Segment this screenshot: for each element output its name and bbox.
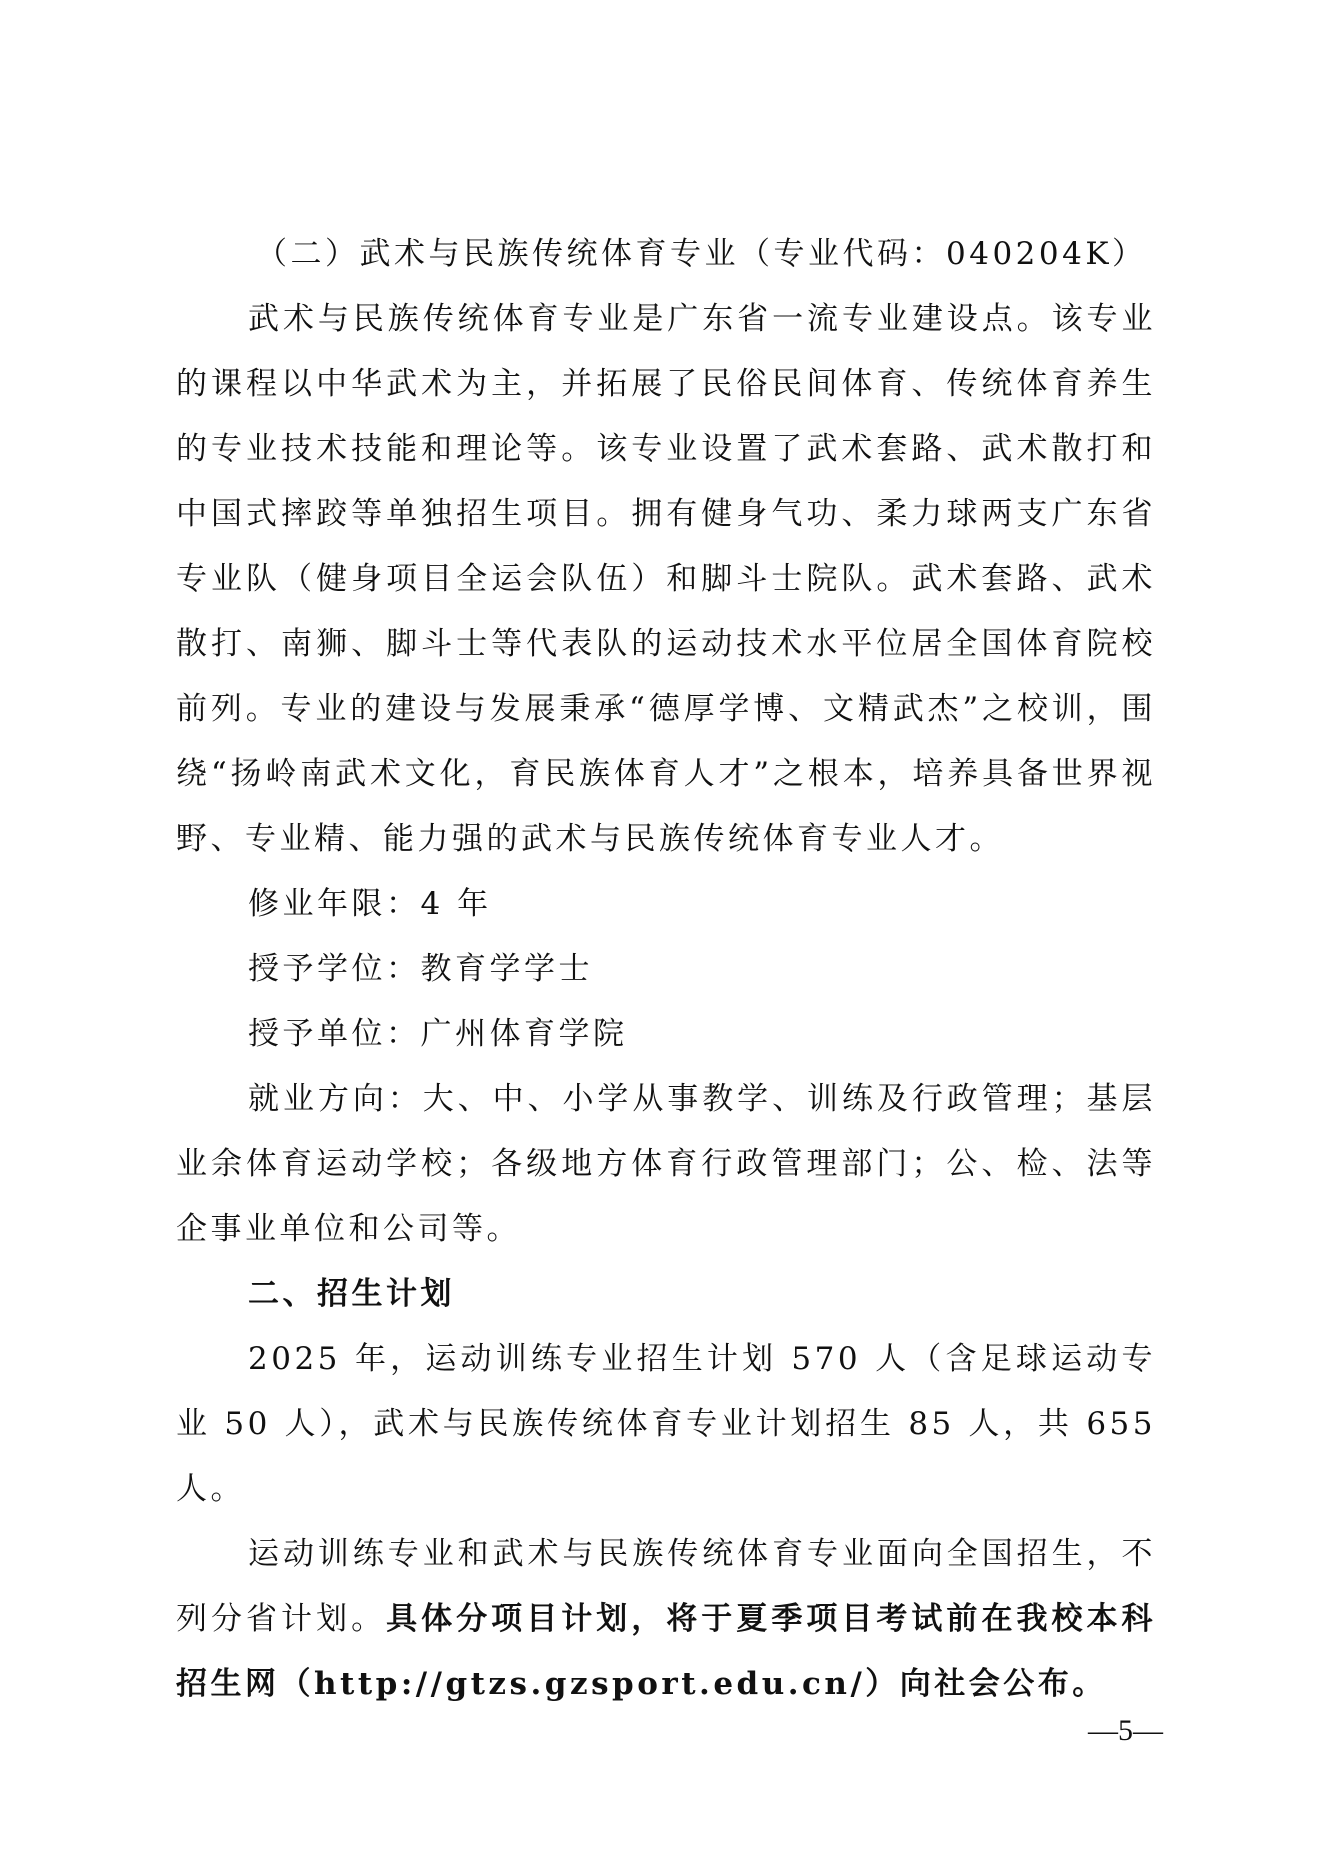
employment-direction: 就业方向：大、中、小学从事教学、训练及行政管理；基层业余体育运动学校；各级地方体育行政管理部门；公、检、法等企事业单位和公司等。	[176, 1081, 1156, 1247]
awarding-unit: 授予单位：广州体育学院	[248, 1016, 628, 1052]
plan-text: 2025 年，运动训练专业招生计划 570 人（含足球运动专业 50 人），武术与民族传统体育专业计划招生 85 人，共 655 人。	[176, 1341, 1156, 1507]
section-heading: （二）武术与民族传统体育专业（专业代码：040204K）	[256, 236, 1147, 272]
recruit-scope-bold-text: 具体分项目计划，将于夏季项目考试前在我校本科招生网（http://gtzs.gzsport.edu.cn/）向社会公布。	[176, 1601, 1157, 1702]
degree: 授予学位：教育学学士	[248, 951, 593, 987]
recruit-scope	[176, 1522, 1156, 1717]
plan-heading: 二、招生计划	[248, 1276, 455, 1312]
recruit-scope-text: 运动训练专业和武术与民族传统体育专业面向全国招生，不列分省计划。	[176, 1536, 1156, 1637]
study-years: 修业年限：4 年	[248, 886, 492, 922]
major-introduction: 武术与民族传统体育专业是广东省一流专业建设点。该专业的课程以中华武术为主，并拓展了民俗民间体育、传统体育养生的专业技术技能和理论等。该专业设置了武术套路、武术散打和中国式摔跤等单独招生项目。拥有健身气功、柔力球两支广东省专业队（健身项目全运会队伍）和脚斗士院队。武术套路、武术散打、南狮、脚斗士等代表队的运动技术水平位居全国体育院校前列。专业的建设与发展秉承“德厚学博、文精武杰”之校训，围绕“扬岭南武术文化，育民族体育人才”之根本，培养具备世界视野、专业精、能力强的武术与民族传统体育专业人才。	[176, 301, 1156, 857]
page-number: —5—	[1088, 1714, 1163, 1747]
document-body	[176, 222, 1156, 1717]
